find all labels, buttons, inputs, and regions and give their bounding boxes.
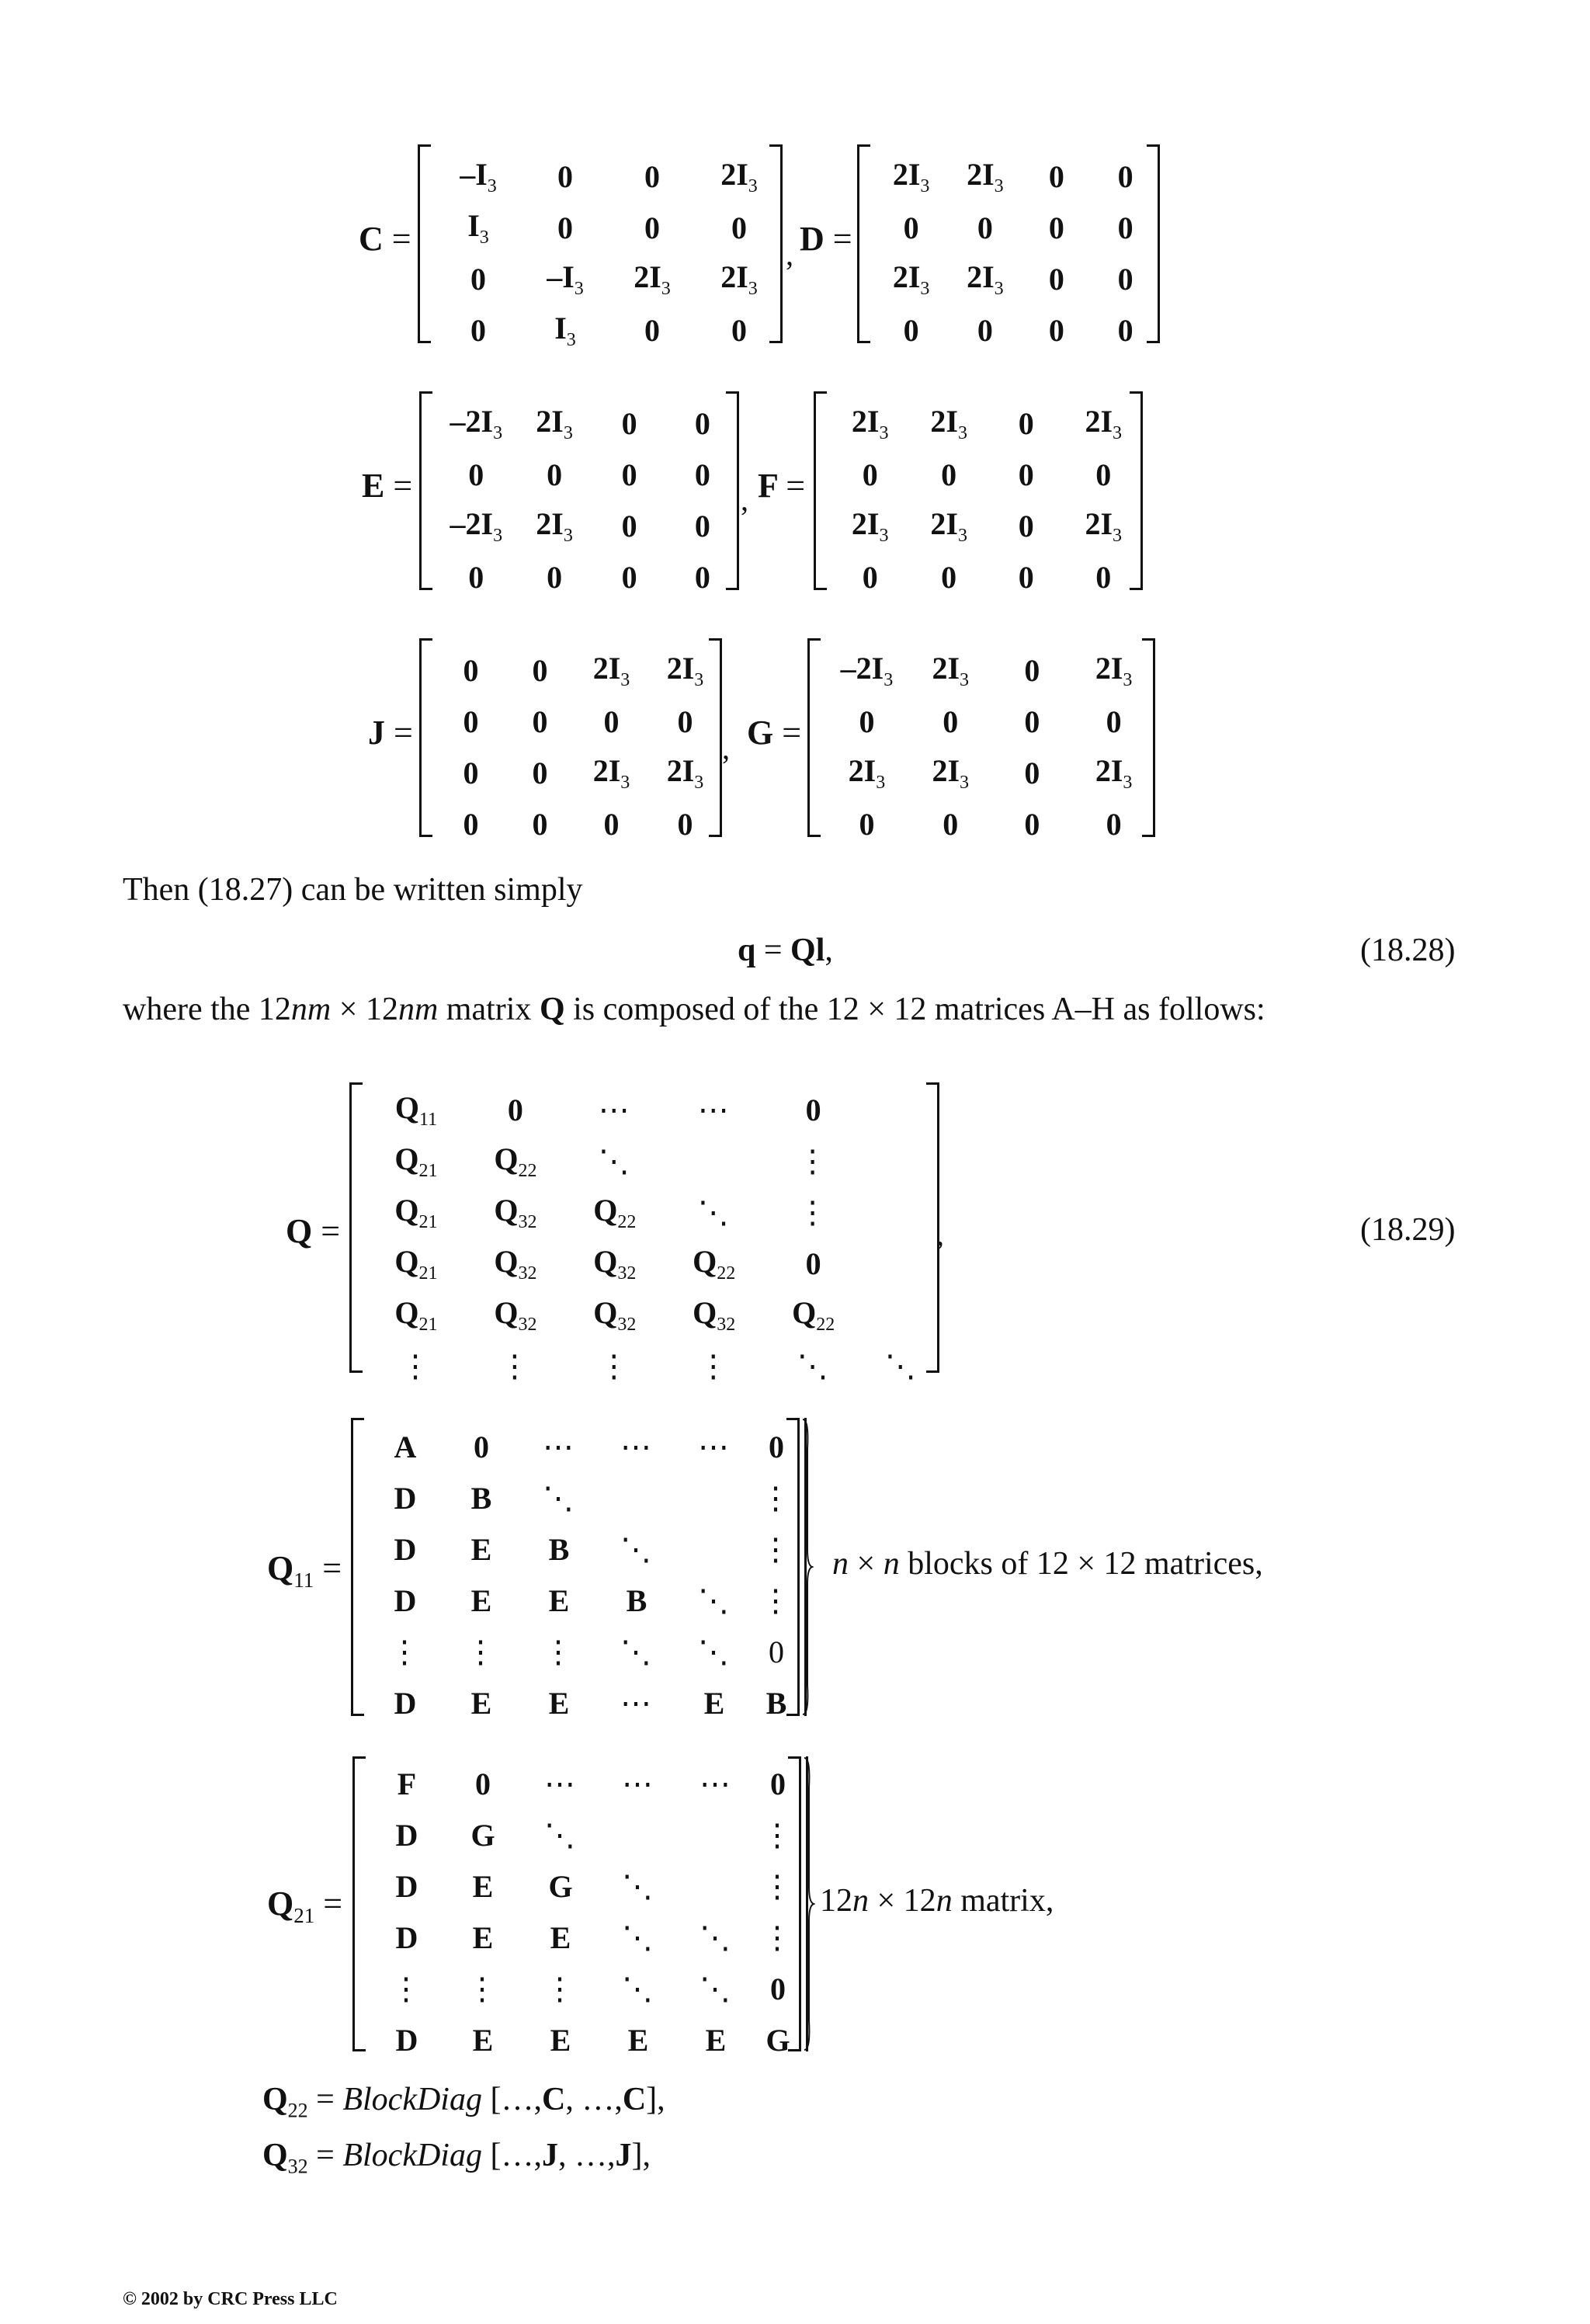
paragraph-then: Then (18.27) can be written simply [123,872,583,908]
matrix-f [814,391,1143,595]
matrix-cell: 0 [468,559,484,595]
paragraph-where [123,991,1265,1028]
equals-sign: = [393,467,413,505]
matrix-cell: $2I_3$ [592,752,630,793]
eq-rhs: Ql [790,933,825,968]
matrix-q21: F 0 ⋯ ⋯ ⋯ 0 D G ⋱ ⋮ D E G ⋱ ⋮ D E E ⋱ ⋱ ⋮ ⋮ ⋮ ⋮ ⋱ ⋱ 0 D E E E E G [352,1756,801,2051]
matrix-cell: 0 [603,703,620,739]
equals-sign: = [782,714,802,752]
matrix-cell: 0 [862,457,878,492]
matrix-cell: 0 [644,312,660,348]
matrix-cell: 0 [1048,210,1064,245]
text-part: ], [631,2138,651,2173]
equals-sign: = [321,1212,341,1250]
matrix-q: $Q_{11}$ 0 ⋯ ⋯ 0 $Q_{21}$ $Q_{22}$ ⋱ ⋮ $Q_{21}$ $Q_{32}$ $Q_{22}$ ⋱ ⋮ $Q_{21}$ $Q_{32}$ $Q_{32}$ $Q_{22}$ 0 $Q_{21}$ $Q_{32}$ $Q_{32}$ $Q_{32}$ $Q_{22}$ ⋮ ⋮ ⋮ ⋮ ⋱ ⋱ [349,1082,939,1373]
matrix-cell: 0 [677,806,693,842]
matrix-cell: $-I_3$ [547,259,584,299]
q22-subscript: 22 [287,2099,308,2122]
text-part: is composed of the 12 × 12 matrices A–H as follows: [564,992,1265,1027]
matrix-cell: 0 [943,703,959,739]
text-part: , …, [565,2082,623,2117]
matrix-cell: 0 [1024,703,1040,739]
matrix-cell: 0 [903,210,919,245]
text-bold: J [615,2138,632,2173]
equals-sign: = [323,1885,343,1923]
matrix-cell: 0 [532,652,548,688]
text-bold: C [541,2082,566,2117]
matrix-cell: 0 [463,652,479,688]
matrix-cell: 0 [1106,806,1122,842]
matrix-c-symbol: C [359,220,384,258]
text-part: × [849,1546,884,1582]
matrix-cell: 0 [547,457,563,492]
matrix-cell: 0 [603,806,620,842]
matrix-cell: $2I_3$ [666,752,704,793]
text-italic-nm: nm [290,992,332,1027]
equation-number-18-29: (18.29) [1360,1212,1456,1248]
matrix-cell: $2I_3$ [536,505,573,546]
q22-definition: $Q_{22}$ = BlockDiag […,C, …,C], [262,2082,665,2122]
equals-sign: = [322,1549,342,1587]
matrix-cell: $2I_3$ [536,403,573,443]
matrix-e-symbol: E [362,467,385,505]
matrix-cell: $-2I_3$ [450,505,503,546]
matrix-cell: 0 [1117,210,1133,245]
matrix-j [419,638,722,842]
matrix-cell: $2I_3$ [851,505,889,546]
matrix-q-label [286,1211,340,1251]
matrix-cell: 0 [532,755,548,790]
text-bold: C [622,2082,647,2117]
matrix-cell: $2I_3$ [932,650,970,690]
matrix-cell: 0 [862,559,878,595]
matrix-cell: $2I_3$ [930,403,967,443]
matrix-cell: $2I_3$ [851,403,889,443]
matrix-cell: $2I_3$ [720,156,758,196]
eq-trail: , [825,933,833,968]
text-italic-n: n [852,1883,869,1919]
matrix-cell: $2I_3$ [592,650,630,690]
matrix-q11-label: $Q_{11}$ = [267,1549,342,1592]
matrix-d-label [800,219,852,259]
text-italic-nm: nm [398,992,439,1027]
matrix-cell: 0 [677,703,693,739]
matrix-cell: 0 [941,559,957,595]
matrix-g-symbol: G [747,714,774,752]
matrix-cell: $2I_3$ [1095,752,1133,793]
matrix-cell: 0 [557,158,573,194]
copyright-footer: © 2002 by CRC Press LLC [123,2289,338,2309]
matrix-cell: 0 [859,806,875,842]
comma: , [786,237,793,272]
matrix-e-label [362,466,412,505]
text-bold: J [541,2138,558,2173]
matrix-cell: 0 [1048,158,1064,194]
matrix-cell: 0 [1095,559,1112,595]
matrix-cell: 0 [731,210,747,245]
matrix-cell: 0 [859,703,875,739]
eq-equals: = [763,933,783,968]
matrix-cell: $2I_3$ [1085,505,1123,546]
q32-definition: $Q_{32}$ = BlockDiag […,J, …,J], [262,2138,651,2178]
eq-lhs: q [738,933,756,968]
matrix-cell: 0 [1117,261,1133,297]
comma: , [936,1217,944,1252]
matrix-j-symbol: J [368,714,385,752]
matrix-cell: 0 [532,806,548,842]
matrix-cell: 0 [470,312,486,348]
text-italic-n: n [936,1883,953,1919]
matrix-cell: 0 [1095,457,1112,492]
matrix-cell: 0 [1117,158,1133,194]
matrix-q-symbol: Q [286,1212,313,1250]
text-part: where the 12 [123,992,291,1027]
matrix-c-label [359,219,411,259]
matrix-f-symbol: F [758,467,778,505]
matrix-cell: $2I_3$ [720,259,758,299]
matrix-cell: $2I_3$ [892,156,930,196]
matrix-cell: 0 [468,457,484,492]
text-part: 12 [820,1883,852,1919]
text-part: , …, [557,2138,616,2173]
q11-note [832,1545,1263,1582]
matrix-cell: $2I_3$ [1085,403,1123,443]
matrix-q21-label: $Q_{21}$ = [267,1885,343,1927]
right-brace-icon [801,1418,814,1716]
equals-sign: = [832,220,852,258]
matrix-cell: 0 [1018,508,1034,544]
matrix-cell: 0 [463,755,479,790]
matrix-g [807,638,1155,842]
text-part: matrix, [952,1883,1054,1919]
matrix-cell: 0 [731,312,747,348]
matrix-cell: 0 [463,703,479,739]
matrix-cell: $-2I_3$ [450,403,503,443]
matrix-cell: $2I_3$ [848,752,886,793]
matrix-cell: 0 [941,457,957,492]
matrix-cell: 0 [1018,457,1034,492]
matrix-cell: 0 [1117,312,1133,348]
matrix-f-label [758,466,805,505]
matrix-cell: 0 [903,312,919,348]
text-part: × 12 [331,992,398,1027]
matrix-d-symbol: D [800,220,825,258]
matrix-cell: $2I_3$ [967,156,1004,196]
matrix-cell: $2I_3$ [932,752,970,793]
matrix-cell: $2I_3$ [1095,650,1133,690]
matrix-cell: 0 [644,210,660,245]
text-italic-n: n [883,1546,900,1582]
blockdiag-operator: BlockDiag [342,2138,482,2173]
matrix-cell: 0 [977,210,993,245]
matrix-cell: 0 [1024,755,1040,790]
matrix-cell: $-I_3$ [460,156,497,196]
matrix-cell: 0 [463,806,479,842]
text-italic-n: n [832,1546,849,1582]
text-part: matrix [438,992,540,1027]
matrix-cell: 0 [1018,405,1034,441]
matrix-cell: 0 [557,210,573,245]
matrix-cell: 0 [694,405,710,441]
equation-number-18-28: (18.28) [1360,933,1456,968]
matrix-cell: 0 [694,457,710,492]
matrix-cell: 0 [1048,261,1064,297]
matrix-e [419,391,739,595]
text-bold-q: Q [539,992,565,1027]
matrix-cell: 0 [1024,806,1040,842]
text-part: blocks of 12 × 12 matrices, [899,1546,1263,1582]
text-part: ], [646,2082,665,2117]
matrix-cell: $2I_3$ [930,505,967,546]
matrix-cell: 0 [1024,652,1040,688]
matrix-cell: $2I_3$ [967,259,1004,299]
matrix-cell: 0 [1106,703,1122,739]
matrix-cell: 0 [621,508,637,544]
matrix-cell: $I_3$ [554,310,576,350]
comma: , [741,482,748,517]
equals-sign: = [391,220,411,258]
matrix-cell: $2I_3$ [666,650,704,690]
matrix-cell: 0 [532,703,548,739]
matrix-cell: 0 [621,559,637,595]
matrix-cell: $-2I_3$ [840,650,894,690]
blockdiag-operator: BlockDiag [342,2082,482,2117]
text-part: […, [481,2082,542,2117]
matrix-cell: 0 [470,261,486,297]
matrix-cell: 0 [694,559,710,595]
matrix-cell: 0 [547,559,563,595]
matrix-cell: $I_3$ [467,207,489,248]
equals-sign: = [394,714,413,752]
matrix-cell: 0 [644,158,660,194]
matrix-cell: 0 [1018,559,1034,595]
equals-sign: = [786,467,806,505]
matrix-cell: 0 [977,312,993,348]
matrix-d [857,144,1160,348]
matrix-g-label [747,713,801,752]
equation-18-28 [738,932,833,969]
matrix-cell: 0 [943,806,959,842]
matrix-cell: $2I_3$ [634,259,671,299]
matrix-cell: 0 [694,508,710,544]
q32-subscript: 32 [287,2155,308,2178]
matrix-cell: 0 [621,405,637,441]
matrix-cell: $2I_3$ [892,259,930,299]
matrix-c [418,144,783,350]
matrix-q11: A 0 ⋯ ⋯ ⋯ 0 D B ⋱ ⋮ D E B ⋱ ⋮ D E E B ⋱ ⋮ ⋮ ⋮ ⋮ ⋱ ⋱ 0 D E E ⋯ E B [351,1418,800,1716]
right-brace-icon [803,1756,815,2051]
q21-note [820,1882,1054,1919]
matrix-cell: 0 [1048,312,1064,348]
matrix-cell: 0 [621,457,637,492]
text-part: × 12 [869,1883,936,1919]
comma: , [722,731,730,766]
text-part: […, [481,2138,542,2173]
matrix-j-label [368,713,413,752]
